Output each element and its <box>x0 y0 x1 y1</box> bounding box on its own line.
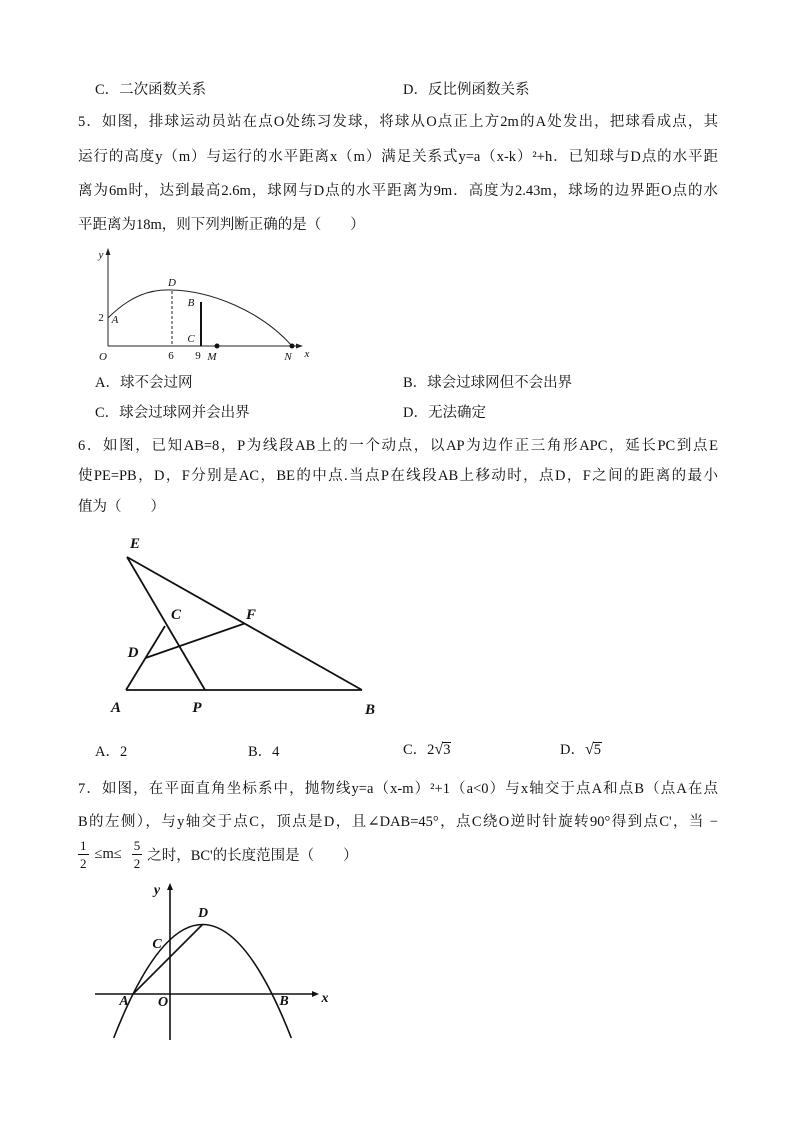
y-axis-arrow <box>167 883 173 890</box>
prev-option-c: C．二次函数关系 <box>95 82 207 98</box>
sqrt-symbol: √ <box>434 741 444 758</box>
x-axis-label: x <box>304 348 310 360</box>
point-a-label: A <box>119 994 129 1009</box>
parabola-curve <box>114 925 292 1039</box>
point-n-dot <box>290 344 295 349</box>
q7-line-1: 7．如图，在平面直角坐标系中，抛物线y=a（x-m）²+1（a<0）与x轴交于点A和点B（点A在点 <box>78 781 718 797</box>
q6-option-a: A．2 <box>95 744 128 760</box>
height-2-label: 2 <box>98 312 104 324</box>
q6-line-2: 使PE=PB，D，F分别是AC，BE的中点.当点P在线段AB上移动时，点D，F之间的距离的最小 <box>78 468 718 484</box>
y-axis-arrow <box>106 248 111 255</box>
q6-option-c <box>403 740 451 764</box>
point-a-label: A <box>110 700 122 716</box>
x-axis-arrow <box>296 344 303 349</box>
q6-option-b: B．4 <box>248 744 280 760</box>
q5-option-d: D．无法确定 <box>403 405 486 421</box>
q6-option-c-label: C． <box>403 742 428 758</box>
point-a-label: A <box>111 314 119 326</box>
q6-option-c-radicand: 3 <box>443 742 451 758</box>
origin-label: O <box>99 351 107 363</box>
q6-line-1: 6．如图，已知AB=8，P为线段AB上的一个动点，以AP为边作正三角形APC，延长PC到点E <box>78 438 718 454</box>
fraction-denominator: 2 <box>133 855 141 871</box>
point-d-label: D <box>127 645 139 661</box>
q7-line-3 <box>78 834 358 874</box>
origin-label: O <box>157 995 169 1010</box>
point-p-label: P <box>192 700 202 716</box>
x-axis-label: x <box>321 991 329 1006</box>
point-b-label: B <box>279 994 289 1009</box>
fraction-numerator: 1 <box>80 837 87 853</box>
q6-option-d-radical <box>585 740 602 760</box>
point-d-label: D <box>168 277 176 289</box>
q5-figure <box>88 244 318 369</box>
q5-option-b: B．球会过球网但不会出界 <box>403 375 573 391</box>
segment-df <box>146 624 245 659</box>
y-axis-label: y <box>98 249 104 261</box>
q7-line-3-tail: 之时，BC'的长度范围是（ ） <box>147 847 358 864</box>
tick-9-label: 9 <box>195 350 201 362</box>
prev-option-d: D．反比例函数关系 <box>403 82 530 98</box>
segment-ad <box>133 925 203 995</box>
q5-line-4: 平距离为18m，则下列判断正确的是（ ） <box>78 217 365 233</box>
point-m-label: M <box>207 351 217 363</box>
q6-option-c-coef: 2 <box>427 742 435 758</box>
point-c-label: C <box>152 937 162 952</box>
q7-figure <box>90 878 330 1043</box>
q5-line-3: 离为6m时，达到最高2.6m，球网与D点的水平距离为9m．高度为2.43m，球场的边界距O点的水 <box>78 183 718 199</box>
point-m-dot <box>215 344 220 349</box>
fraction-numerator: 5 <box>133 837 141 853</box>
point-e-label: E <box>129 536 141 552</box>
q6-line-3: 值为（ ） <box>78 499 165 515</box>
point-n-label: N <box>284 351 292 363</box>
q6-figure <box>100 528 390 723</box>
q6-option-d-radicand: 5 <box>593 742 602 758</box>
q5-option-c: C．球会过球网并会出界 <box>95 405 250 421</box>
y-axis-label: y <box>153 883 161 898</box>
x-axis-arrow <box>312 991 319 997</box>
q6-option-d <box>560 740 602 764</box>
fraction-denominator: 2 <box>80 855 87 871</box>
sqrt-symbol: √ <box>584 741 594 758</box>
fraction-one-half <box>78 838 89 871</box>
point-c-label: C <box>170 607 182 623</box>
q6-option-c-radical <box>434 740 451 760</box>
point-c-label: C <box>187 333 195 345</box>
tick-6-label: 6 <box>168 350 174 362</box>
q5-line-2: 运行的高度y（m）与运行的水平距离x（m）满足关系式y=a（x-k）²+h．已知球与D点的水平距 <box>78 149 718 165</box>
q7-line-2: B的左侧），与y轴交于点C，顶点是D，且∠DAB=45°，点C绕O逆时针旋转90°得到点C'，当 − <box>78 814 718 830</box>
vertex-d-label: D <box>197 906 209 921</box>
q6-option-d-label: D． <box>560 742 585 758</box>
point-b-label: B <box>187 297 195 309</box>
point-f-label: F <box>245 607 257 623</box>
q5-line-1: 5．如图，排球运动员站在点O处练习发球，将球从O点正上方2m的A处发出，把球看成点，其 <box>78 114 718 130</box>
fraction-five-halves <box>132 838 143 871</box>
inequality-text: ≤m≤ <box>94 845 122 862</box>
q5-option-a: A．球不会过网 <box>95 375 193 391</box>
point-b-label: B <box>364 702 376 718</box>
